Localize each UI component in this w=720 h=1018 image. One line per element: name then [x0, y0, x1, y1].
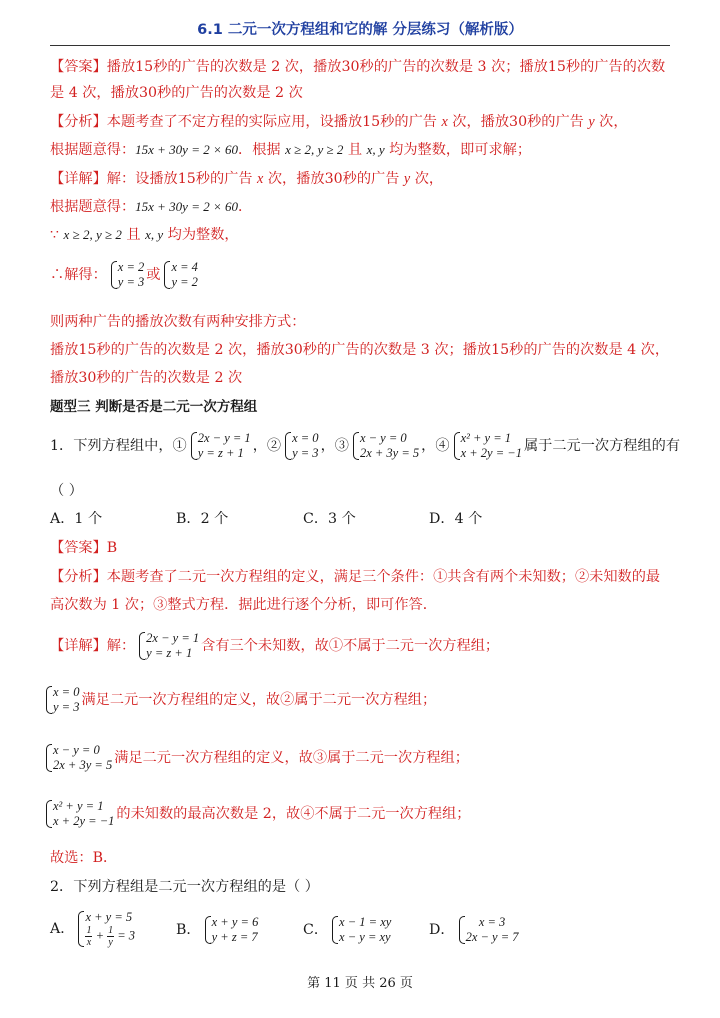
fraction — [85, 925, 92, 948]
analysis-text: 本题考查了二元一次方程组的定义，满足三个条件：①共含有两个未知数；②未知数的最 — [106, 569, 661, 585]
q1-detail-line4 — [42, 794, 672, 834]
q1-detail-line3 — [42, 738, 672, 778]
math-var: x — [257, 171, 264, 187]
system-row: x + 2y = −1 — [460, 446, 522, 460]
math-equation: 15x + 30y = 2 × 60 — [135, 199, 238, 214]
eq-rhs: = 3 — [117, 928, 136, 943]
system-row: 2x − y = 1 — [146, 631, 200, 645]
option-label: C． — [303, 922, 329, 938]
detail-text: 的未知数的最高次数是 2，故④不属于二元一次方程组； — [116, 806, 471, 822]
math-vars: x, y — [145, 227, 164, 242]
detail-text: 满足二元一次方程组的定义，故②属于二元一次方程组； — [81, 692, 437, 708]
detail-text: ． — [238, 199, 253, 215]
option-label: D． — [429, 922, 455, 938]
prev-answer-line2: 是 4 次，播放30秒的广告的次数是 2 次 — [50, 85, 303, 101]
detail-text: 满足二元一次方程组的定义，故③属于二元一次方程组； — [114, 750, 469, 766]
math-condition: x ≥ 2, y ≥ 2 — [63, 227, 122, 242]
prev-detail-line2 — [50, 196, 672, 218]
detail-text: 根据题意得： — [50, 199, 136, 215]
q1-stem-text: 属于二元一次方程组的有 — [523, 438, 681, 454]
q1-system-4 — [452, 431, 522, 461]
system-row: y = 3 — [53, 700, 80, 714]
q1-option-c[interactable]: C．3 个 — [303, 511, 356, 527]
prev-detail-line1 — [50, 168, 672, 190]
detail-text: 解：设播放15秒的广告 — [106, 171, 258, 187]
system-row: 2x + 3y = 5 — [359, 446, 420, 460]
detail-text: 且 — [121, 227, 146, 243]
system-row: x = 4 — [171, 260, 198, 274]
detail-text: 次， — [410, 171, 444, 187]
math-vars: x, y — [366, 142, 385, 157]
frac-den: y — [108, 937, 113, 948]
q2-stem: 2．下列方程组是二元一次方程组的是（ ） — [50, 879, 319, 895]
q1-stem-text: ，③ — [320, 438, 349, 454]
system-row: x = 0 — [292, 431, 319, 445]
frac-num: 1 — [108, 925, 114, 936]
math-var: x — [441, 114, 448, 130]
solution-system-2 — [162, 260, 197, 290]
q2-option-b[interactable] — [176, 912, 260, 948]
answer-tag: 【答案】 — [50, 59, 107, 75]
system-row: x = 3 — [478, 915, 506, 929]
q1-system-1 — [189, 431, 251, 461]
or-text: 或 — [146, 267, 161, 283]
q1-stem-text: 1．下列方程组中，① — [50, 438, 187, 454]
analysis-text: 次， — [594, 114, 628, 130]
math-var: y — [403, 171, 411, 187]
q2-system-d — [457, 915, 519, 945]
q1-detail-line2 — [42, 680, 672, 720]
solution-system-1 — [109, 260, 144, 290]
system-row: x = 2 — [117, 260, 145, 274]
option-label: B． — [176, 922, 201, 938]
prev-conclusion-line2: 播放15秒的广告的次数是 2 次，播放30秒的广告的次数是 3 次；播放15秒的广告的次数是 4 次， — [50, 342, 670, 358]
detail-text: 含有三个未知数，故①不属于二元一次方程组； — [201, 638, 500, 654]
detail-system-3 — [44, 743, 112, 773]
analysis-tag: 【分析】 — [50, 569, 107, 585]
detail-system-1 — [137, 631, 199, 661]
q1-option-a[interactable]: A．1 个 — [50, 511, 103, 527]
math-var: y — [588, 114, 595, 130]
analysis-text: 根据题意得： — [50, 142, 136, 158]
system-row: y = 3 — [117, 275, 145, 289]
q2-system-a — [76, 910, 135, 948]
option-label: A． — [50, 921, 75, 937]
prev-analysis-line2 — [50, 139, 672, 161]
system-row: x − y = 0 — [53, 743, 100, 757]
system-row: x² + y = 1 — [53, 799, 104, 813]
q1-option-b[interactable]: B．2 个 — [176, 511, 229, 527]
q1-stem — [50, 426, 681, 466]
detail-system-4 — [44, 799, 114, 829]
page-footer: 第 11 页 共 26 页 — [307, 976, 413, 991]
math-equation: 15x + 30y = 2 × 60 — [135, 142, 238, 157]
q2-option-c[interactable] — [303, 912, 393, 948]
q2-system-b — [203, 915, 259, 945]
system-row: x − y = 0 — [359, 431, 407, 445]
detail-text: 解： — [106, 638, 136, 654]
q1-detail-line1 — [50, 626, 672, 666]
system-row: y + z = 7 — [211, 930, 258, 944]
system-row: 2x + 3y = 5 — [53, 758, 113, 772]
system-row-fraction — [85, 925, 135, 948]
prev-conclusion-line1: 则两种广告的播放次数有两种安排方式： — [50, 314, 306, 330]
q1-blank-paren: （ ） — [50, 483, 83, 499]
q1-option-d[interactable]: D．4 个 — [429, 511, 483, 527]
q2-option-a[interactable] — [50, 904, 137, 954]
q1-analysis-line1 — [50, 566, 672, 588]
system-row: x − 1 = xy — [339, 915, 392, 929]
system-row: x² + y = 1 — [460, 431, 512, 445]
analysis-text: ．根据 — [238, 142, 286, 158]
q1-answer-line — [50, 537, 672, 559]
answer-value: B — [106, 540, 118, 556]
answer-text: 播放15秒的广告的次数是 2 次，播放30秒的广告的次数是 3 次；播放15秒的广告的次数 — [106, 59, 666, 75]
detail-system-2 — [44, 685, 79, 715]
prev-answer-line1 — [50, 56, 672, 78]
prev-detail-line3 — [50, 224, 672, 246]
system-row: x + y = 6 — [211, 915, 259, 929]
system-row: y = 3 — [292, 446, 319, 460]
q1-system-3 — [351, 431, 419, 461]
analysis-tag: 【分析】 — [50, 114, 107, 130]
answer-tag: 【答案】 — [50, 540, 107, 556]
section-heading: 题型三 判断是否是二元一次方程组 — [50, 399, 258, 415]
q1-stem-text: ，④ — [421, 438, 450, 454]
system-row: x + y = 5 — [85, 910, 133, 924]
system-row: y = z + 1 — [146, 646, 193, 660]
page-header-title: 6.1 二元一次方程组和它的解 分层练习（解析版） — [197, 22, 523, 38]
prev-solution-line — [50, 258, 672, 292]
q2-option-d[interactable] — [429, 912, 521, 948]
frac-den: x — [86, 937, 92, 948]
detail-tag: 【详解】 — [50, 638, 107, 654]
system-row: y = 2 — [171, 275, 198, 289]
prev-analysis-line1 — [50, 111, 672, 133]
analysis-text: 本题考查了不定方程的实际应用，设播放15秒的广告 — [106, 114, 442, 130]
system-row: 2x − y = 7 — [465, 930, 519, 944]
math-condition: x ≥ 2, y ≥ 2 — [285, 142, 344, 157]
system-row: x − y = xy — [339, 930, 391, 944]
q2-system-c — [330, 915, 391, 945]
system-row: x + 2y = −1 — [53, 814, 115, 828]
therefore-text: ∴解得： — [50, 267, 107, 283]
system-row: y = z + 1 — [197, 446, 244, 460]
detail-text: 次，播放30秒的广告 — [263, 171, 404, 187]
fraction — [107, 925, 114, 948]
header-divider — [50, 45, 670, 46]
q1-system-2 — [283, 431, 318, 461]
plus: + — [95, 928, 104, 943]
q1-stem-text: ，② — [252, 438, 282, 454]
analysis-text: 均为整数，即可求解； — [384, 142, 532, 158]
because-symbol: ∵ — [50, 227, 64, 243]
system-row: x = 0 — [53, 685, 80, 699]
system-row: 2x − y = 1 — [197, 431, 251, 445]
analysis-text: 且 — [343, 142, 367, 158]
detail-tag: 【详解】 — [50, 171, 107, 187]
q1-analysis-line2: 高次数为 1 次；③整式方程．据此进行逐个分析，即可作答． — [50, 597, 437, 613]
frac-num: 1 — [86, 925, 92, 936]
prev-conclusion-line3: 播放30秒的广告的次数是 2 次 — [50, 370, 243, 386]
q1-choice-line: 故选：B． — [50, 850, 118, 866]
detail-text: 均为整数， — [163, 227, 239, 243]
analysis-text: 次，播放30秒的广告 — [447, 114, 589, 130]
